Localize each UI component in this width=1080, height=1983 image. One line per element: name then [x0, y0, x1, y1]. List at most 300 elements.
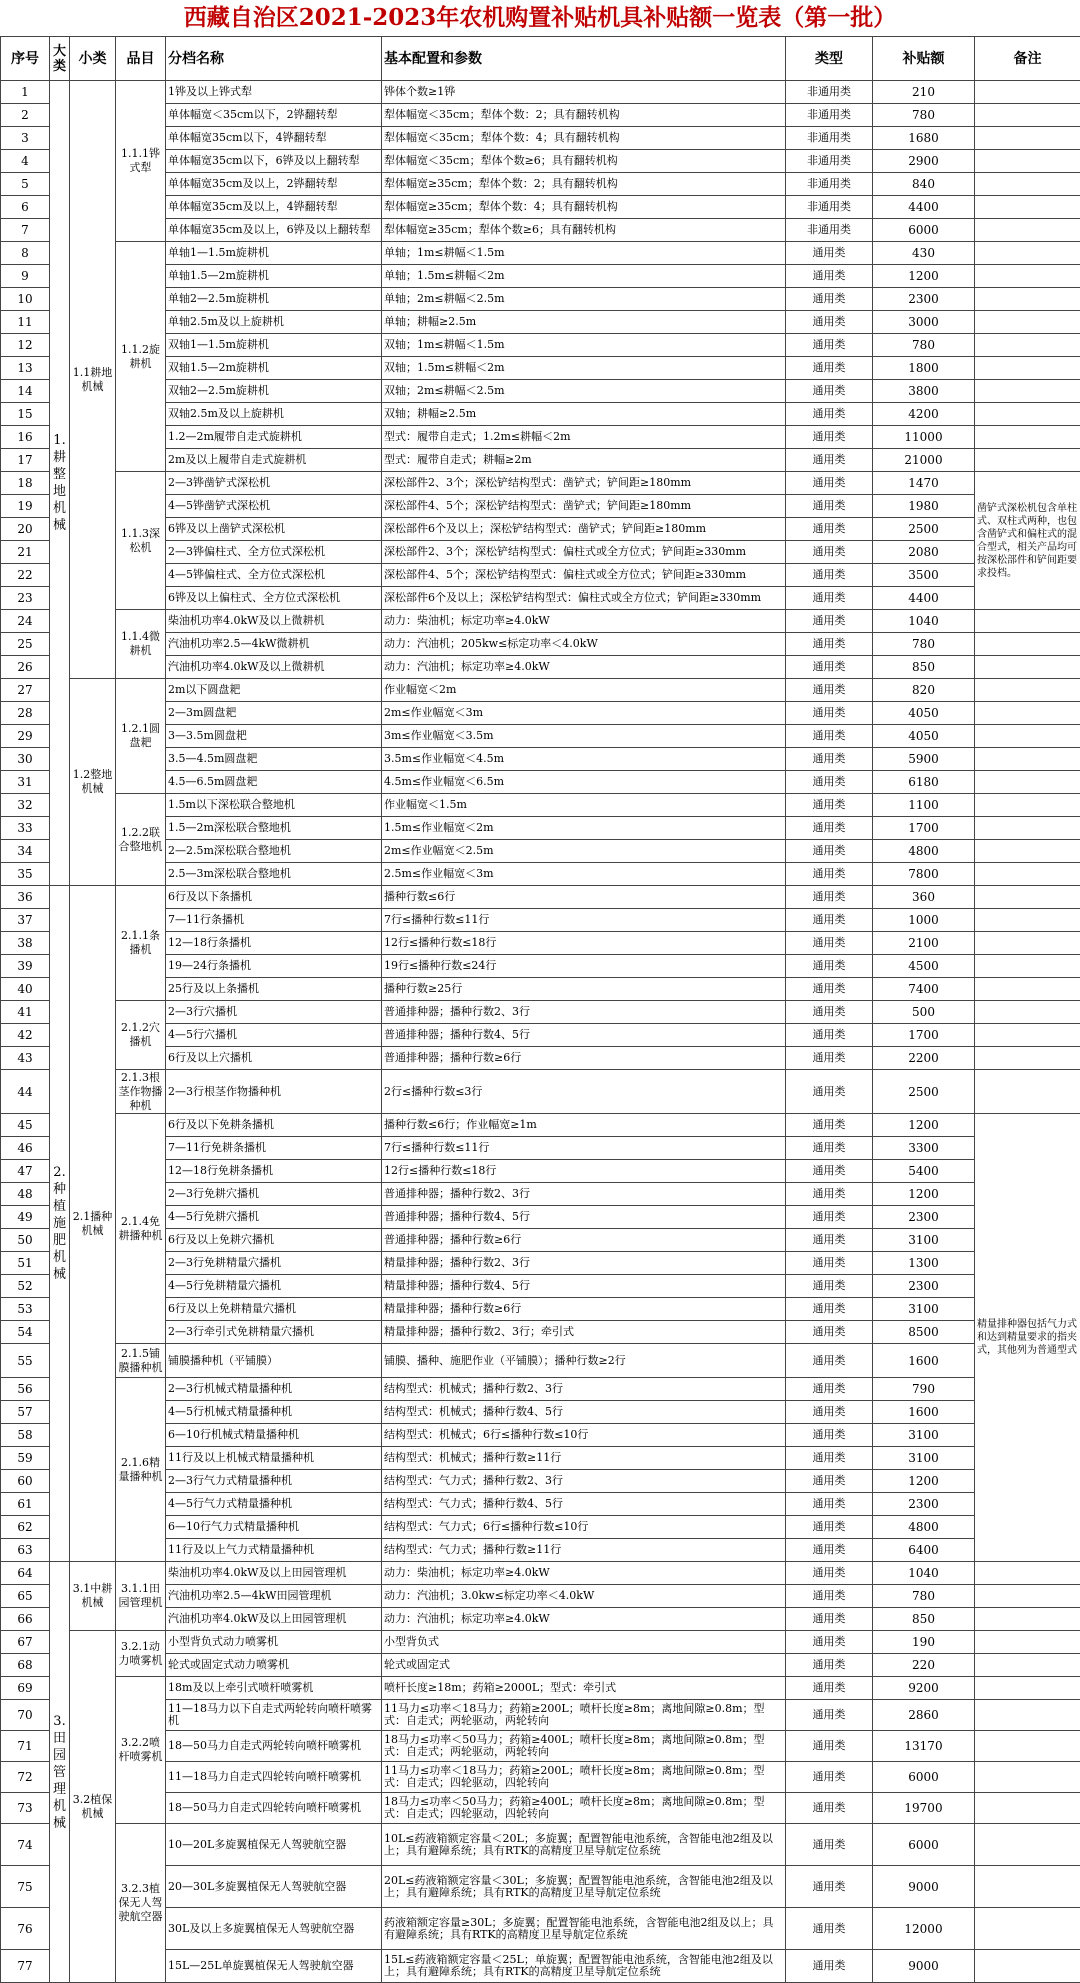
- subsidy-amount: 850: [873, 1608, 975, 1631]
- config-params: 11马力≤功率＜18马力；药箱≥200L；喷杆长度≥8m；离地间隙≥0.8m；型式：自走式；两轮驱动，两轮转向: [382, 1700, 786, 1731]
- row-number: 55: [1, 1344, 50, 1378]
- config-params: 结构型式：气力式；播种行数≥11行: [382, 1539, 786, 1562]
- subsidy-amount: 6400: [873, 1539, 975, 1562]
- subsidy-amount: 2300: [873, 1206, 975, 1229]
- subsidy-amount: 2300: [873, 288, 975, 311]
- grade-name: 1铧及以上铧式犁: [166, 81, 382, 104]
- config-params: 动力：汽油机；标定功率≥4.0kW: [382, 656, 786, 679]
- row-number: 11: [1, 311, 50, 334]
- grade-name: 2—3行免耕精量穴播机: [166, 1252, 382, 1275]
- grade-name: 汽油机功率2.5—4kW微耕机: [166, 633, 382, 656]
- remark-cell: [975, 656, 1080, 679]
- type-cell: 通用类: [786, 495, 873, 518]
- row-number: 9: [1, 265, 50, 288]
- row-number: 6: [1, 196, 50, 219]
- grade-name: 双轴2—2.5m旋耕机: [166, 380, 382, 403]
- config-params: 犁体幅宽≥35cm；犁体个数：4；具有翻转机构: [382, 196, 786, 219]
- remark-cell: [975, 150, 1080, 173]
- subsidy-amount: 3100: [873, 1298, 975, 1321]
- subsidy-amount: 12000: [873, 1908, 975, 1950]
- row-number: 40: [1, 978, 50, 1001]
- table-row: [1, 472, 1080, 495]
- grade-name: 单体幅宽＜35cm以下，2铧翻转犁: [166, 104, 382, 127]
- type-cell: 通用类: [786, 587, 873, 610]
- col-subcategory: 小类: [70, 37, 116, 81]
- type-cell: 通用类: [786, 1731, 873, 1762]
- remark-cell: [975, 1608, 1080, 1631]
- grade-name: 6—10行机械式精量播种机: [166, 1424, 382, 1447]
- remark-cell: [975, 702, 1080, 725]
- type-cell: 通用类: [786, 403, 873, 426]
- type-cell: 通用类: [786, 1401, 873, 1424]
- grade-name: 6行及以上免耕穴播机: [166, 1229, 382, 1252]
- remark-cell: [975, 1824, 1080, 1866]
- config-params: 普通排种器；播种行数2、3行: [382, 1001, 786, 1024]
- subsidy-amount: 4500: [873, 955, 975, 978]
- config-params: 4.5m≤作业幅宽＜6.5m: [382, 771, 786, 794]
- row-number: 35: [1, 863, 50, 886]
- grade-name: 单体幅宽35cm及以上，6铧及以上翻转犁: [166, 219, 382, 242]
- table-row: [1, 1562, 1080, 1585]
- subsidy-amount: 780: [873, 104, 975, 127]
- row-number: 28: [1, 702, 50, 725]
- grade-name: 2—3铧凿铲式深松机: [166, 472, 382, 495]
- row-number: 70: [1, 1700, 50, 1731]
- subsidy-amount: 780: [873, 633, 975, 656]
- type-cell: 通用类: [786, 1070, 873, 1114]
- subsidy-amount: 3000: [873, 311, 975, 334]
- type-cell: 通用类: [786, 840, 873, 863]
- subsidy-amount: 780: [873, 334, 975, 357]
- subsidy-amount: 2200: [873, 1047, 975, 1070]
- type-cell: 通用类: [786, 1793, 873, 1824]
- type-cell: 通用类: [786, 1762, 873, 1793]
- type-cell: 通用类: [786, 1001, 873, 1024]
- grade-name: 2—2.5m深松联合整地机: [166, 840, 382, 863]
- subcategory-cell: 2.1播种机械: [70, 886, 116, 1562]
- remark-cell: [975, 426, 1080, 449]
- table-row: [1, 1677, 1080, 1700]
- table-row: [1, 1824, 1080, 1866]
- remark-cell: [975, 1001, 1080, 1024]
- config-params: 犁体幅宽＜35cm；犁体个数：4；具有翻转机构: [382, 127, 786, 150]
- type-cell: 通用类: [786, 1378, 873, 1401]
- page-title: 西藏自治区2021-2023年农机购置补贴机具补贴额一览表（第一批）: [0, 0, 1080, 36]
- subsidy-amount: 210: [873, 81, 975, 104]
- config-params: 喷杆长度≥18m；药箱≥2000L；型式：牵引式: [382, 1677, 786, 1700]
- subsidy-amount: 4050: [873, 702, 975, 725]
- row-number: 43: [1, 1047, 50, 1070]
- grade-name: 6铧及以上偏柱式、全方位式深松机: [166, 587, 382, 610]
- subcategory-cell: 3.2植保机械: [70, 1631, 116, 1983]
- config-params: 18马力≤功率＜50马力；药箱≥400L；喷杆长度≥8m；离地间隙≥0.8m；型式：自走式；四轮驱动，四轮转向: [382, 1793, 786, 1824]
- config-params: 12行≤播种行数≤18行: [382, 1160, 786, 1183]
- grade-name: 2—3行穴播机: [166, 1001, 382, 1024]
- grade-name: 25行及以上条播机: [166, 978, 382, 1001]
- subsidy-amount: 2500: [873, 1070, 975, 1114]
- config-params: 犁体幅宽≥35cm；犁体个数≥6；具有翻转机构: [382, 219, 786, 242]
- remark-cell: [975, 1908, 1080, 1950]
- table-row: [1, 1631, 1080, 1654]
- type-cell: 通用类: [786, 978, 873, 1001]
- config-params: 18马力≤功率＜50马力；药箱≥400L；喷杆长度≥8m；离地间隙≥0.8m；型式：自走式；两轮驱动，两轮转向: [382, 1731, 786, 1762]
- grade-name: 1.5m以下深松联合整地机: [166, 794, 382, 817]
- type-cell: 非通用类: [786, 150, 873, 173]
- row-number: 75: [1, 1866, 50, 1908]
- grade-name: 10—20L多旋翼植保无人驾驶航空器: [166, 1824, 382, 1866]
- subsidy-amount: 190: [873, 1631, 975, 1654]
- type-cell: 通用类: [786, 1183, 873, 1206]
- subsidy-amount: 2080: [873, 541, 975, 564]
- subsidy-amount: 500: [873, 1001, 975, 1024]
- table-row: [1, 1070, 1080, 1114]
- grade-name: 小型背负式动力喷雾机: [166, 1631, 382, 1654]
- row-number: 20: [1, 518, 50, 541]
- remark-cell: 凿铲式深松机包含单柱式、双柱式两种，也包含凿铲式和偏柱式的混合型式，相关产品均可按深松部件和铲间距要求投档。: [975, 472, 1080, 610]
- row-number: 63: [1, 1539, 50, 1562]
- col-item: 品目: [116, 37, 166, 81]
- col-config: 基本配置和参数: [382, 37, 786, 81]
- row-number: 29: [1, 725, 50, 748]
- remark-cell: [975, 242, 1080, 265]
- row-number: 50: [1, 1229, 50, 1252]
- subsidy-amount: 9200: [873, 1677, 975, 1700]
- item-cell: 1.2.1圆盘耙: [116, 679, 166, 794]
- subsidy-amount: 1700: [873, 1024, 975, 1047]
- remark-cell: [975, 1762, 1080, 1793]
- grade-name: 2m以下圆盘耙: [166, 679, 382, 702]
- subsidy-amount: 4800: [873, 1516, 975, 1539]
- config-params: 双轴；耕幅≥2.5m: [382, 403, 786, 426]
- subsidy-amount: 7400: [873, 978, 975, 1001]
- type-cell: 通用类: [786, 656, 873, 679]
- remark-cell: [975, 1793, 1080, 1824]
- subsidy-amount: 360: [873, 886, 975, 909]
- table-row: [1, 610, 1080, 633]
- remark-cell: [975, 265, 1080, 288]
- grade-name: 12—18行免耕条播机: [166, 1160, 382, 1183]
- category-cell: 2.种植施肥机械: [50, 886, 70, 1562]
- type-cell: 通用类: [786, 1137, 873, 1160]
- subsidy-amount: 2900: [873, 150, 975, 173]
- grade-name: 单轴2—2.5m旋耕机: [166, 288, 382, 311]
- subsidy-amount: 1700: [873, 817, 975, 840]
- grade-name: 单体幅宽35cm及以上，2铧翻转犁: [166, 173, 382, 196]
- type-cell: 通用类: [786, 242, 873, 265]
- grade-name: 19—24行条播机: [166, 955, 382, 978]
- row-number: 16: [1, 426, 50, 449]
- remark-cell: [975, 1070, 1080, 1114]
- config-params: 2m≤作业幅宽＜2.5m: [382, 840, 786, 863]
- subsidy-amount: 850: [873, 656, 975, 679]
- config-params: 7行≤播种行数≤11行: [382, 1137, 786, 1160]
- config-params: 精量排种器；播种行数≥6行: [382, 1298, 786, 1321]
- type-cell: 通用类: [786, 518, 873, 541]
- row-number: 3: [1, 127, 50, 150]
- subsidy-amount: 1980: [873, 495, 975, 518]
- type-cell: 非通用类: [786, 81, 873, 104]
- row-number: 54: [1, 1321, 50, 1344]
- subsidy-amount: 4400: [873, 587, 975, 610]
- grade-name: 4—5铧偏柱式、全方位式深松机: [166, 564, 382, 587]
- subsidy-amount: 13170: [873, 1731, 975, 1762]
- type-cell: 通用类: [786, 1493, 873, 1516]
- config-params: 双轴；1.5m≤耕幅＜2m: [382, 357, 786, 380]
- subsidy-amount: 1200: [873, 1470, 975, 1493]
- subsidy-amount: 4400: [873, 196, 975, 219]
- grade-name: 12—18行条播机: [166, 932, 382, 955]
- row-number: 30: [1, 748, 50, 771]
- subsidy-amount: 3500: [873, 564, 975, 587]
- config-params: 深松部件2、3个；深松铲结构型式：偏柱式或全方位式；铲间距≥330mm: [382, 541, 786, 564]
- row-number: 76: [1, 1908, 50, 1950]
- config-params: 动力：汽油机；3.0kw≤标定功率＜4.0kW: [382, 1585, 786, 1608]
- remark-cell: [975, 81, 1080, 104]
- row-number: 69: [1, 1677, 50, 1700]
- grade-name: 2.5—3m深松联合整地机: [166, 863, 382, 886]
- config-params: 单轴；2m≤耕幅＜2.5m: [382, 288, 786, 311]
- subsidy-amount: 1100: [873, 794, 975, 817]
- type-cell: 通用类: [786, 1908, 873, 1950]
- remark-cell: [975, 863, 1080, 886]
- row-number: 45: [1, 1114, 50, 1137]
- config-params: 播种行数≤6行；作业幅宽≥1m: [382, 1114, 786, 1137]
- item-cell: 1.2.2联合整地机: [116, 794, 166, 886]
- subsidy-amount: 8500: [873, 1321, 975, 1344]
- col-remark: 备注: [975, 37, 1080, 81]
- config-params: 12行≤播种行数≤18行: [382, 932, 786, 955]
- row-number: 21: [1, 541, 50, 564]
- col-type: 类型: [786, 37, 873, 81]
- type-cell: 通用类: [786, 1585, 873, 1608]
- grade-name: 6行及以下免耕条播机: [166, 1114, 382, 1137]
- subsidy-amount: 3100: [873, 1229, 975, 1252]
- grade-name: 6铧及以上凿铲式深松机: [166, 518, 382, 541]
- config-params: 深松部件6个及以上；深松铲结构型式：凿铲式；铲间距≥180mm: [382, 518, 786, 541]
- row-number: 67: [1, 1631, 50, 1654]
- config-params: 单轴；1m≤耕幅＜1.5m: [382, 242, 786, 265]
- subsidy-amount: 4200: [873, 403, 975, 426]
- subsidy-amount: 840: [873, 173, 975, 196]
- row-number: 27: [1, 679, 50, 702]
- config-params: 结构型式：机械式；播种行数≥11行: [382, 1447, 786, 1470]
- subsidy-amount: 21000: [873, 449, 975, 472]
- grade-name: 7—11行条播机: [166, 909, 382, 932]
- row-number: 66: [1, 1608, 50, 1631]
- grade-name: 15L—25L单旋翼植保无人驾驶航空器: [166, 1950, 382, 1983]
- type-cell: 通用类: [786, 771, 873, 794]
- subsidy-amount: 2500: [873, 518, 975, 541]
- table-row: [1, 242, 1080, 265]
- config-params: 动力：柴油机；标定功率≥4.0kW: [382, 610, 786, 633]
- table-row: [1, 1001, 1080, 1024]
- subsidy-amount: 1680: [873, 127, 975, 150]
- grade-name: 铺膜播种机（平铺膜）: [166, 1344, 382, 1378]
- config-params: 铺膜、播种、施肥作业（平铺膜）；播种行数≥2行: [382, 1344, 786, 1378]
- grade-name: 1.5—2m深松联合整地机: [166, 817, 382, 840]
- row-number: 24: [1, 610, 50, 633]
- config-params: 双轴；2m≤耕幅＜2.5m: [382, 380, 786, 403]
- grade-name: 3.5—4.5m圆盘耙: [166, 748, 382, 771]
- grade-name: 双轴1—1.5m旋耕机: [166, 334, 382, 357]
- config-params: 双轴；1m≤耕幅＜1.5m: [382, 334, 786, 357]
- row-number: 13: [1, 357, 50, 380]
- subsidy-amount: 6000: [873, 1824, 975, 1866]
- type-cell: 通用类: [786, 1631, 873, 1654]
- config-params: 11马力≤功率＜18马力；药箱≥200L；喷杆长度≥8m；离地间隙≥0.8m；型式：自走式；四轮驱动，四轮转向: [382, 1762, 786, 1793]
- remark-cell: [975, 219, 1080, 242]
- row-number: 4: [1, 150, 50, 173]
- type-cell: 通用类: [786, 1160, 873, 1183]
- config-params: 单轴；耕幅≥2.5m: [382, 311, 786, 334]
- config-params: 普通排种器；播种行数4、5行: [382, 1206, 786, 1229]
- row-number: 56: [1, 1378, 50, 1401]
- row-number: 23: [1, 587, 50, 610]
- row-number: 17: [1, 449, 50, 472]
- remark-cell: [975, 196, 1080, 219]
- remark-cell: [975, 1677, 1080, 1700]
- subsidy-amount: 1200: [873, 265, 975, 288]
- config-params: 动力：汽油机；标定功率≥4.0kW: [382, 1608, 786, 1631]
- row-number: 19: [1, 495, 50, 518]
- subcategory-cell: 1.2整地机械: [70, 679, 116, 886]
- grade-name: 双轴2.5m及以上旋耕机: [166, 403, 382, 426]
- row-number: 32: [1, 794, 50, 817]
- grade-name: 3—3.5m圆盘耙: [166, 725, 382, 748]
- subsidy-amount: 1040: [873, 1562, 975, 1585]
- subsidy-amount: 430: [873, 242, 975, 265]
- type-cell: 通用类: [786, 955, 873, 978]
- remark-cell: [975, 840, 1080, 863]
- subcategory-cell: 3.1中耕机械: [70, 1562, 116, 1631]
- config-params: 3m≤作业幅宽＜3.5m: [382, 725, 786, 748]
- row-number: 52: [1, 1275, 50, 1298]
- row-number: 34: [1, 840, 50, 863]
- remark-cell: [975, 909, 1080, 932]
- row-number: 39: [1, 955, 50, 978]
- type-cell: 通用类: [786, 1824, 873, 1866]
- subsidy-amount: 1600: [873, 1401, 975, 1424]
- config-params: 播种行数≥25行: [382, 978, 786, 1001]
- table-row: [1, 1344, 1080, 1378]
- row-number: 7: [1, 219, 50, 242]
- remark-cell: [975, 978, 1080, 1001]
- item-cell: 2.1.4免耕播种机: [116, 1114, 166, 1344]
- subsidy-amount: 1800: [873, 357, 975, 380]
- grade-name: 18—50马力自走式四轮转向喷杆喷雾机: [166, 1793, 382, 1824]
- row-number: 36: [1, 886, 50, 909]
- subsidy-amount: 1000: [873, 909, 975, 932]
- remark-cell: [975, 1731, 1080, 1762]
- item-cell: 1.1.4微耕机: [116, 610, 166, 679]
- grade-name: 4—5铧凿铲式深松机: [166, 495, 382, 518]
- subsidy-amount: 1200: [873, 1114, 975, 1137]
- grade-name: 单轴1.5—2m旋耕机: [166, 265, 382, 288]
- remark-cell: [975, 794, 1080, 817]
- row-number: 38: [1, 932, 50, 955]
- remark-cell: 精量排种器包括气力式和达到精量要求的指夹式，其他列为普通型式: [975, 1114, 1080, 1562]
- subsidy-amount: 1200: [873, 1183, 975, 1206]
- type-cell: 通用类: [786, 1321, 873, 1344]
- config-params: 结构型式：气力式；播种行数4、5行: [382, 1493, 786, 1516]
- type-cell: 通用类: [786, 679, 873, 702]
- type-cell: 通用类: [786, 1654, 873, 1677]
- grade-name: 汽油机功率4.0kW及以上微耕机: [166, 656, 382, 679]
- type-cell: 通用类: [786, 863, 873, 886]
- type-cell: 通用类: [786, 633, 873, 656]
- config-params: 15L≤药液箱额定容量＜25L；单旋翼；配置智能电池系统，含智能电池2组及以上；具有避障系统；具有RTK的高精度卫星导航定位系统: [382, 1950, 786, 1983]
- config-params: 结构型式：气力式；6行≤播种行数≤10行: [382, 1516, 786, 1539]
- type-cell: 通用类: [786, 725, 873, 748]
- col-no: 序号: [1, 37, 50, 81]
- row-number: 58: [1, 1424, 50, 1447]
- config-params: 深松部件2、3个；深松铲结构型式：凿铲式；铲间距≥180mm: [382, 472, 786, 495]
- row-number: 64: [1, 1562, 50, 1585]
- subsidy-amount: 7800: [873, 863, 975, 886]
- grade-name: 柴油机功率4.0kW及以上微耕机: [166, 610, 382, 633]
- grade-name: 4—5行气力式精量播种机: [166, 1493, 382, 1516]
- remark-cell: [975, 1024, 1080, 1047]
- config-params: 药液箱额定容量≥30L；多旋翼；配置智能电池系统，含智能电池2组及以上；具有避障系统；具有RTK的高精度卫星导航定位系统: [382, 1908, 786, 1950]
- type-cell: 通用类: [786, 794, 873, 817]
- remark-cell: [975, 1654, 1080, 1677]
- row-number: 12: [1, 334, 50, 357]
- item-cell: 3.2.2喷杆喷雾机: [116, 1677, 166, 1824]
- subsidy-table: [0, 36, 1080, 1983]
- col-grade: 分档名称: [166, 37, 382, 81]
- grade-name: 6行及以下条播机: [166, 886, 382, 909]
- type-cell: 通用类: [786, 380, 873, 403]
- remark-cell: [975, 104, 1080, 127]
- type-cell: 通用类: [786, 265, 873, 288]
- type-cell: 通用类: [786, 1024, 873, 1047]
- grade-name: 4—5行免耕穴播机: [166, 1206, 382, 1229]
- type-cell: 通用类: [786, 1206, 873, 1229]
- grade-name: 2m及以上履带自走式旋耕机: [166, 449, 382, 472]
- type-cell: 通用类: [786, 1866, 873, 1908]
- grade-name: 1.2—2m履带自走式旋耕机: [166, 426, 382, 449]
- subsidy-amount: 9000: [873, 1866, 975, 1908]
- grade-name: 6—10行气力式精量播种机: [166, 1516, 382, 1539]
- grade-name: 双轴1.5—2m旋耕机: [166, 357, 382, 380]
- grade-name: 2—3行根茎作物播种机: [166, 1070, 382, 1114]
- type-cell: 通用类: [786, 1114, 873, 1137]
- subsidy-amount: 220: [873, 1654, 975, 1677]
- config-params: 作业幅宽＜1.5m: [382, 794, 786, 817]
- row-number: 2: [1, 104, 50, 127]
- row-number: 47: [1, 1160, 50, 1183]
- category-cell: 3.田园管理机械: [50, 1562, 70, 1983]
- type-cell: 通用类: [786, 1700, 873, 1731]
- subsidy-amount: 3800: [873, 380, 975, 403]
- grade-name: 汽油机功率4.0kW及以上田园管理机: [166, 1608, 382, 1631]
- config-params: 结构型式：机械式；播种行数4、5行: [382, 1401, 786, 1424]
- subsidy-amount: 5400: [873, 1160, 975, 1183]
- row-number: 77: [1, 1950, 50, 1983]
- subcategory-cell: 1.1耕地机械: [70, 81, 116, 679]
- subsidy-amount: 19700: [873, 1793, 975, 1824]
- type-cell: 通用类: [786, 1229, 873, 1252]
- subsidy-amount: 780: [873, 1585, 975, 1608]
- config-params: 动力：柴油机；标定功率≥4.0kW: [382, 1562, 786, 1585]
- grade-name: 单体幅宽35cm以下，6铧及以上翻转犁: [166, 150, 382, 173]
- config-params: 2m≤作业幅宽＜3m: [382, 702, 786, 725]
- grade-name: 单体幅宽35cm及以上，4铧翻转犁: [166, 196, 382, 219]
- col-category: 大类: [50, 37, 70, 81]
- type-cell: 通用类: [786, 1344, 873, 1378]
- type-cell: 通用类: [786, 1252, 873, 1275]
- item-cell: 2.1.3根茎作物播种机: [116, 1070, 166, 1114]
